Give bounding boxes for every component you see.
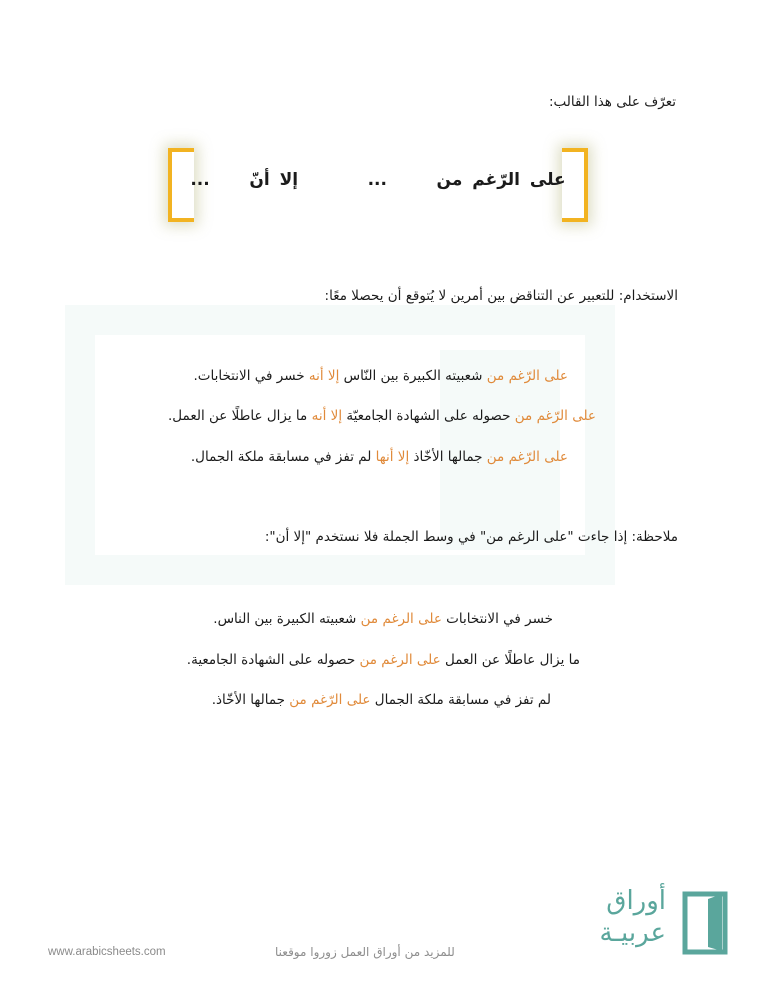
logo-line2: عربيـة xyxy=(599,918,666,948)
example-text: لم تفز في مسابقة ملكة الجمال. xyxy=(190,449,376,465)
example-text: شعبيته الكبيرة بين النّاس xyxy=(339,368,487,384)
brand-logo xyxy=(578,885,728,961)
highlight-phrase: على الرغم من xyxy=(360,611,442,627)
footer-tagline: للمزيد من أوراق العمل زوروا موقعنا xyxy=(275,945,455,959)
example-text: جمالها الأخّاذ. xyxy=(211,692,290,708)
logo-line1: أوراق xyxy=(606,886,666,916)
example-text: لم تفز في مسابقة ملكة الجمال xyxy=(370,692,551,708)
highlight-phrase: إلا أنه xyxy=(308,368,340,384)
example-text: ما يزال عاطلًا عن العمل. xyxy=(168,408,312,424)
template-dots2: ... xyxy=(190,170,210,190)
example-sentence xyxy=(191,447,568,467)
highlight-phrase: على الرّغم من xyxy=(486,368,568,384)
mid-example-sentence xyxy=(213,609,553,629)
example-text: شعبيته الكبيرة بين الناس. xyxy=(213,611,361,627)
example-text: حصوله على الشهادة الجامعيّة xyxy=(342,408,515,424)
example-text: حصوله على الشهادة الجامعية. xyxy=(186,652,360,668)
mid-example-sentence xyxy=(187,650,580,670)
highlight-phrase: على الرّغم من xyxy=(289,692,371,708)
mid-example-sentence xyxy=(212,690,551,710)
example-sentence xyxy=(168,406,596,426)
example-text: خسر في الانتخابات. xyxy=(193,368,309,384)
template-part2: إلا أنّ xyxy=(249,170,299,190)
example-text: ما يزال عاطلًا عن العمل xyxy=(440,652,580,668)
template-part1: على الرّغم من xyxy=(436,170,566,190)
example-text: جمالها الأخّاذ xyxy=(409,449,487,465)
highlight-phrase: إلا أنها xyxy=(375,449,410,465)
highlight-phrase: على الرّغم من xyxy=(514,408,596,424)
website-link[interactable]: www.arabicsheets.com xyxy=(48,946,166,958)
highlight-phrase: على الرغم من xyxy=(359,652,441,668)
book-icon xyxy=(682,891,728,955)
template-sentence xyxy=(168,170,588,190)
highlight-phrase: على الرّغم من xyxy=(486,449,568,465)
example-text: خسر في الانتخابات xyxy=(441,611,553,627)
highlight-phrase: إلا أنه xyxy=(311,408,343,424)
note-text: ملاحظة: إذا جاءت "على الرغم من" في وسط الجملة فلا نستخدم "إلا أن": xyxy=(264,529,678,545)
template-dots1: ... xyxy=(367,170,387,190)
template-frame xyxy=(168,148,588,222)
logo-text xyxy=(600,885,667,949)
page-heading: تعرّف على هذا القالب: xyxy=(548,94,676,110)
example-sentence xyxy=(193,366,568,386)
usage-text: الاستخدام: للتعبير عن التناقض بين أمرين لا يُتوقع أن يحصلا معًا: xyxy=(324,288,678,304)
